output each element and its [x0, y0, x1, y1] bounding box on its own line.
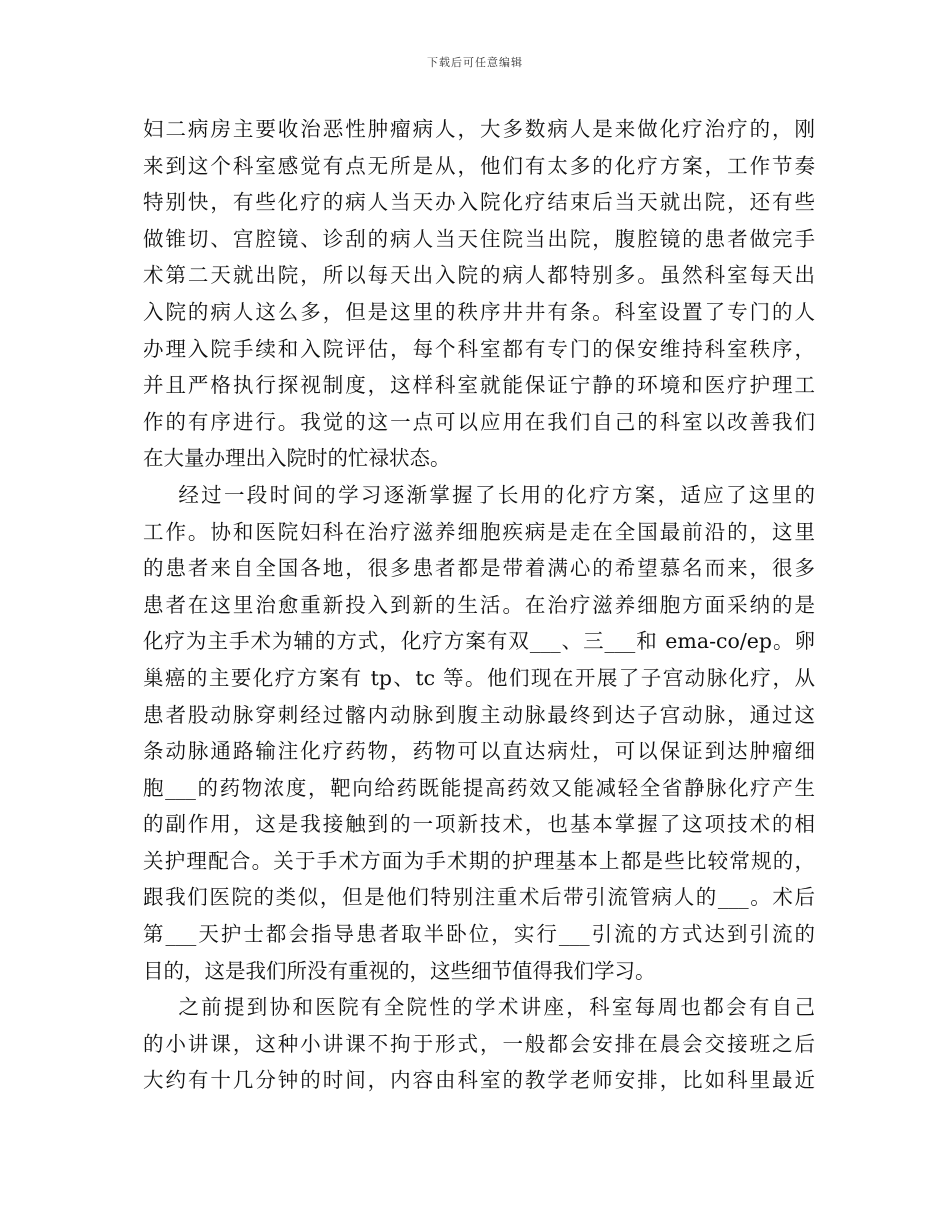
- text-line: 第___天护士都会指导患者取半卧位，实行___引流的方式达到引流的: [143, 922, 815, 947]
- text-line: 目的，这是我们所没有重视的，这些细节值得我们学习。: [143, 958, 656, 983]
- text-line: 条动脉通路输注化疗药物，药物可以直达病灶，可以保证到达肿瘤细: [143, 739, 815, 764]
- text-line: 的小讲课，这种小讲课不拘于形式，一般都会安排在晨会交接班之后: [143, 1031, 815, 1056]
- text-line: 术第二天就出院，所以每天出入院的病人都特别多。虽然科室每天出: [143, 263, 815, 288]
- text-line: 患者在这里治愈重新投入到新的生活。在治疗滋养细胞方面采纳的是: [143, 592, 815, 617]
- text-line: 胞___的药物浓度，靶向给药既能提高药效又能减轻全省静脉化疗产生: [143, 775, 815, 800]
- text-line: 特别快，有些化疗的病人当天办入院化疗结束后当天就出院，还有些: [143, 190, 815, 215]
- text-line: 患者股动脉穿刺经过髂内动脉到腹主动脉最终到达子宫动脉，通过这: [143, 702, 815, 727]
- text-line: 巢癌的主要化疗方案有 tp、tc 等。他们现在开展了子宫动脉化疗，从: [143, 665, 815, 690]
- text-line: 关护理配合。关于手术方面为手术期的护理基本上都是些比较常规的，: [143, 848, 815, 873]
- paragraph: [143, 477, 815, 989]
- text-line: 在大量办理出入院时的忙禄状态。: [143, 446, 451, 471]
- text-line: 经过一段时间的学习逐渐掌握了长用的化疗方案，适应了这里的: [143, 482, 815, 507]
- text-line: 妇二病房主要收治恶性肿瘤病人，大多数病人是来做化疗治疗的，刚: [143, 117, 815, 141]
- text-line: 来到这个科室感觉有点无所是从，他们有太多的化疗方案，工作节奏: [143, 153, 815, 178]
- text-line: 入院的病人这么多，但是这里的秩序井井有条。科室设置了专门的人: [143, 299, 815, 324]
- paragraph: [143, 989, 815, 1099]
- text-line: 的患者来自全国各地，很多患者都是带着满心的希望慕名而来，很多: [143, 556, 815, 581]
- text-line: 做锥切、宫腔镜、诊刮的病人当天住院当出院，腹腔镜的患者做完手: [143, 226, 815, 251]
- text-line: 作的有序进行。我觉的这一点可以应用在我们自己的科室以改善我们: [143, 409, 815, 434]
- text-line: 化疗为主手术为辅的方式，化疗方案有双___、三___和 ema-co/ep。卵: [143, 629, 815, 654]
- paragraph: [143, 111, 815, 477]
- text-line: 并且严格执行探视制度，这样科室就能保证宁静的环境和医疗护理工: [143, 373, 815, 398]
- text-line: 办理入院手续和入院评估，每个科室都有专门的保安维持科室秩序，: [143, 336, 815, 361]
- text-line: 跟我们医院的类似，但是他们特别注重术后带引流管病人的___。术后: [143, 885, 815, 910]
- text-line: 大约有十几分钟的时间，内容由科室的教学老师安排，比如科里最近: [143, 1068, 815, 1093]
- page-header: 下载后可任意编辑: [427, 56, 523, 69]
- document-body: [143, 111, 815, 1099]
- text-line: 工作。协和医院妇科在治疗滋养细胞疾病是走在全国最前沿的，这里: [143, 519, 815, 544]
- text-line: 的副作用，这是我接触到的一项新技术，也基本掌握了这项技术的相: [143, 812, 815, 837]
- text-line: 之前提到协和医院有全院性的学术讲座，科室每周也都会有自己: [143, 995, 815, 1020]
